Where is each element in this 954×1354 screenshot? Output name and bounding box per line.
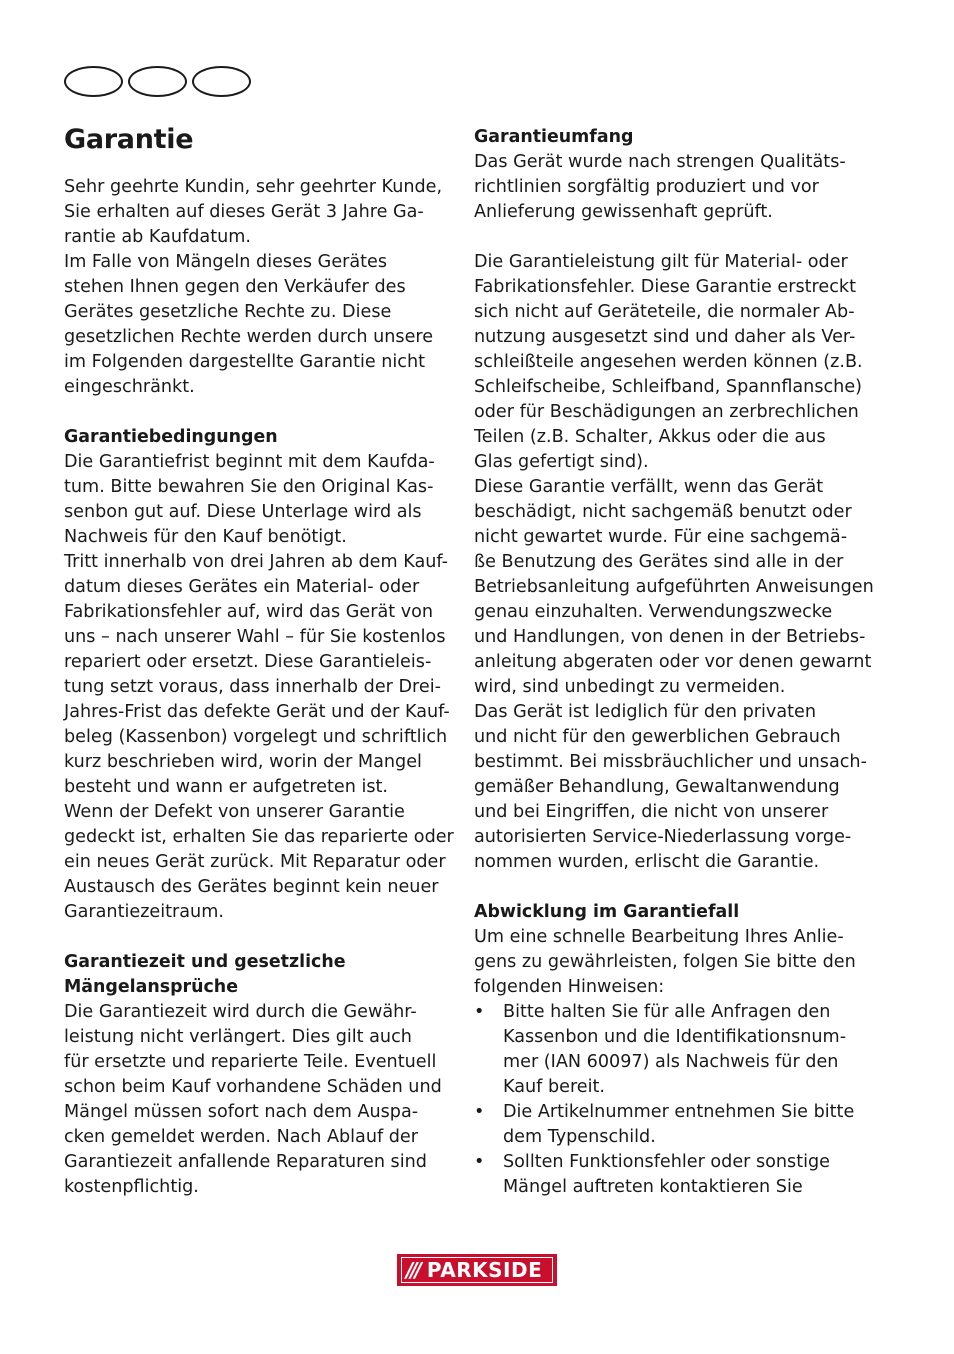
text-line: besteht und wann er aufgetreten ist.: [64, 777, 388, 797]
text-line: Schleifscheibe, Schleifband, Spannflansche): [474, 377, 863, 397]
text-line: und Handlungen, von denen in der Betriebs-: [474, 627, 866, 647]
text-line: Garantiezeit anfallende Reparaturen sind: [64, 1152, 427, 1172]
text-line: schleißteile angesehen werden können (z.B.: [474, 352, 863, 372]
text-line: autorisierten Service-Niederlassung vorge-: [474, 827, 852, 847]
bullet-list-line: [474, 1175, 862, 1200]
bullet-dot: •: [474, 1102, 485, 1122]
text-line: Fabrikationsfehler. Diese Garantie erstreckt: [474, 277, 856, 297]
text-line: und nicht für den gewerblichen Gebrauch: [474, 727, 841, 747]
text-line: stehen Ihnen gegen den Verkäufer des: [64, 277, 406, 297]
text-line: Mängel müssen sofort nach dem Auspa-: [64, 1102, 419, 1122]
text-line: Austausch des Gerätes beginnt kein neuer: [64, 877, 439, 897]
text-line: bestimmt. Bei missbräuchlicher und unsach-: [474, 752, 867, 772]
text-line: beleg (Kassenbon) vorgelegt und schriftlich: [64, 727, 448, 747]
text-line: Die Garantiefrist beginnt mit dem Kaufda-: [64, 452, 435, 472]
text-line: Teilen (z.B. Schalter, Akkus oder die aus: [474, 427, 826, 447]
text-line: beschädigt, nicht sachgemäß benutzt oder: [474, 502, 852, 522]
section-heading: Garantieumfang: [474, 127, 634, 147]
text-line: senbon gut auf. Diese Unterlage wird als: [64, 502, 422, 522]
bullet-list-line: [474, 1075, 862, 1100]
language-oval-3: [192, 66, 251, 97]
text-line: Fabrikationsfehler auf, wird das Gerät von: [64, 602, 434, 622]
text-line: uns – nach unserer Wahl – für Sie kostenlos: [64, 627, 446, 647]
bullet-text: Die Artikelnummer entnehmen Sie bitte: [503, 1102, 855, 1122]
bullet-text: Kassenbon und die Identifikationsnum-: [503, 1027, 847, 1047]
text-line: Garantiezeitraum.: [64, 902, 224, 922]
text-line: Glas gefertigt sind).: [474, 452, 649, 472]
bullet-text: Mängel auftreten kontaktieren Sie: [503, 1177, 803, 1197]
text-line: für ersetzte und reparierte Teile. Eventuell: [64, 1052, 437, 1072]
bullet-dot: •: [474, 1152, 485, 1172]
bullet-dot: •: [474, 1002, 485, 1022]
text-line: Um eine schnelle Bearbeitung Ihres Anlie-: [474, 927, 844, 947]
text-line: Nachweis für den Kauf benötigt.: [64, 527, 347, 547]
section-heading: Garantiezeit und gesetzliche: [64, 952, 346, 972]
text-line: kurz beschrieben wird, worin der Mangel: [64, 752, 422, 772]
text-line: Jahres-Frist das defekte Gerät und der Kauf-: [64, 702, 450, 722]
language-oval-1: [64, 66, 123, 97]
section-heading: Mängelansprüche: [64, 977, 238, 997]
text-line: gedeckt ist, erhalten Sie das reparierte oder: [64, 827, 454, 847]
text-line: Diese Garantie verfällt, wenn das Gerät: [474, 477, 824, 497]
page-title: Garantie: [64, 124, 194, 155]
text-line: ße Benutzung des Gerätes sind alle in der: [474, 552, 844, 572]
text-line: und bei Eingriffen, die nicht von unserer: [474, 802, 829, 822]
bullet-text: Sollten Funktionsfehler oder sonstige: [503, 1152, 831, 1172]
text-line: gens zu gewährleisten, folgen Sie bitte den: [474, 952, 856, 972]
bullet-list-line: [474, 1050, 862, 1075]
bullet-list-line: [474, 1100, 862, 1125]
text-line: Anlieferung gewissenhaft geprüft.: [474, 202, 773, 222]
text-line: ein neues Gerät zurück. Mit Reparatur oder: [64, 852, 446, 872]
text-line: im Folgenden dargestellte Garantie nicht: [64, 352, 426, 372]
text-line: genau einzuhalten. Verwendungszwecke: [474, 602, 833, 622]
bullet-text: Kauf bereit.: [503, 1077, 605, 1097]
text-line: Das Gerät wurde nach strengen Qualitäts-: [474, 152, 846, 172]
text-line: datum dieses Gerätes ein Material- oder: [64, 577, 420, 597]
text-line: Die Garantieleistung gilt für Material- oder: [474, 252, 848, 272]
text-line: Sie erhalten auf dieses Gerät 3 Jahre Ga-: [64, 202, 424, 222]
text-line: oder für Beschädigungen an zerbrechlichen: [474, 402, 859, 422]
text-line: Wenn der Defekt von unserer Garantie: [64, 802, 405, 822]
section-heading: Abwicklung im Garantiefall: [474, 902, 740, 922]
text-line: leistung nicht verlängert. Dies gilt auch: [64, 1027, 412, 1047]
text-line: kostenpflichtig.: [64, 1177, 199, 1197]
bullet-text: dem Typenschild.: [503, 1127, 656, 1147]
text-line: Betriebsanleitung aufgeführten Anweisungen: [474, 577, 874, 597]
text-line: tung setzt voraus, dass innerhalb der Drei-: [64, 677, 441, 697]
text-line: gemäßer Behandlung, Gewaltanwendung: [474, 777, 840, 797]
section-heading: Garantiebedingungen: [64, 427, 278, 447]
parkside-logo: [397, 1254, 557, 1286]
bullet-list-line: [474, 1125, 862, 1150]
bullet-text: Bitte halten Sie für alle Anfragen den: [503, 1002, 831, 1022]
logo-slashes: ///: [406, 1258, 419, 1282]
text-line: gesetzlichen Rechte werden durch unsere: [64, 327, 434, 347]
text-line: Im Falle von Mängeln dieses Gerätes: [64, 252, 388, 272]
language-oval-2: [128, 66, 187, 97]
text-line: nutzung ausgesetzt sind und daher als Ver-: [474, 327, 856, 347]
text-line: richtlinien sorgfältig produziert und vor: [474, 177, 819, 197]
language-ovals: [64, 66, 256, 97]
logo-brand: PARKSIDE: [426, 1258, 543, 1282]
text-line: anleitung abgeraten oder vor denen gewarnt: [474, 652, 872, 672]
text-line: eingeschränkt.: [64, 377, 195, 397]
text-line: sich nicht auf Geräteteile, die normaler Ab-: [474, 302, 855, 322]
text-line: Tritt innerhalb von drei Jahren ab dem Kauf-: [64, 552, 448, 572]
bullet-list-line: [474, 1150, 862, 1175]
bullet-list-line: [474, 1000, 862, 1025]
text-line: wird, sind unbedingt zu vermeiden.: [474, 677, 786, 697]
text-line: nicht gewartet wurde. Für eine sachgemä-: [474, 527, 848, 547]
text-line: cken gemeldet werden. Nach Ablauf der: [64, 1127, 418, 1147]
text-line: repariert oder ersetzt. Diese Garantieleis-: [64, 652, 432, 672]
text-line: nommen wurden, erlischt die Garantie.: [474, 852, 820, 872]
text-line: Sehr geehrte Kundin, sehr geehrter Kunde,: [64, 177, 443, 197]
text-line: tum. Bitte bewahren Sie den Original Kas-: [64, 477, 434, 497]
text-line: Die Garantiezeit wird durch die Gewähr-: [64, 1002, 417, 1022]
bullet-text: mer (IAN 60097) als Nachweis für den: [503, 1052, 839, 1072]
text-line: Gerätes gesetzliche Rechte zu. Diese: [64, 302, 392, 322]
text-line: rantie ab Kaufdatum.: [64, 227, 251, 247]
text-line: folgenden Hinweisen:: [474, 977, 665, 997]
text-line: Das Gerät ist lediglich für den privaten: [474, 702, 816, 722]
bullet-list-line: [474, 1025, 862, 1050]
text-line: schon beim Kauf vorhandene Schäden und: [64, 1077, 442, 1097]
